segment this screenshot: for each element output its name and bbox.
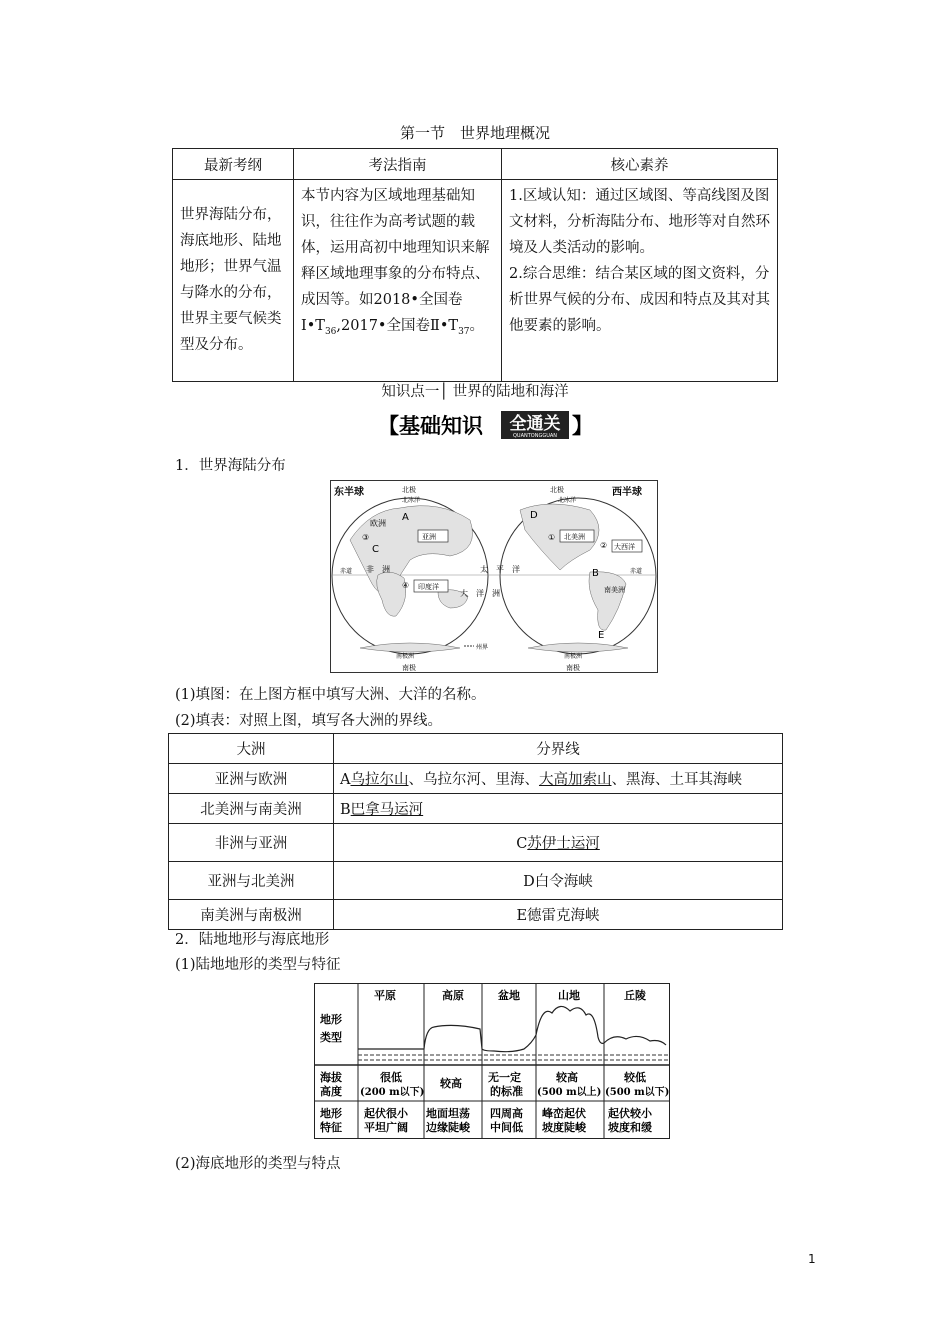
europe-label: 欧洲 bbox=[370, 519, 386, 528]
equator-label-east: 赤道 bbox=[340, 568, 353, 575]
north-america-box-label: 北美洲 bbox=[564, 533, 585, 541]
section-title: 第一节 世界地理概况 bbox=[399, 124, 550, 142]
legend-border-label: 州界 bbox=[476, 644, 489, 651]
boundary-cell: E德雷克海峡 bbox=[334, 900, 783, 930]
type-plain: 平原 bbox=[374, 989, 396, 1002]
heading-land-landforms: (1)陆地地形的类型与特征 bbox=[175, 957, 341, 973]
arctic-ocean-label-west: 北冰洋 bbox=[558, 497, 577, 504]
banner-pinyin: QUANTONGGUAN bbox=[512, 433, 558, 439]
elev-plateau: 较高 bbox=[440, 1077, 462, 1090]
africa-label: 非 洲 bbox=[366, 565, 390, 574]
elev-hill-1: 较低 bbox=[624, 1071, 646, 1084]
boundary-cell: B巴拿马运河 bbox=[334, 794, 783, 824]
table-row: 非洲与亚洲 bbox=[169, 824, 334, 862]
atlantic-box-label: 大西洋 bbox=[614, 543, 635, 551]
table-row: 南美洲与南极洲 bbox=[169, 900, 334, 930]
pacific-label: 太 平 洋 bbox=[480, 565, 520, 574]
heading-seafloor-landforms: (2)海底地形的类型与特点 bbox=[175, 1156, 341, 1172]
feat-plateau-1: 地面坦荡 bbox=[426, 1107, 470, 1120]
feat-plain-2: 平坦广阔 bbox=[364, 1121, 408, 1134]
page-number: 1 bbox=[808, 1252, 816, 1266]
header-col-outline: 最新考纲 bbox=[173, 149, 294, 180]
basic-knowledge-banner bbox=[378, 410, 594, 440]
antarctica-label-west: 南极洲 bbox=[564, 653, 583, 660]
feat-basin-1: 四周高 bbox=[490, 1107, 523, 1120]
feat-basin-2: 中间低 bbox=[490, 1121, 523, 1134]
elev-plain-2: (200 m以下) bbox=[360, 1087, 425, 1098]
circled-1: ① bbox=[548, 533, 556, 542]
boundary-cell: A乌拉尔山、乌拉尔河、里海、大高加索山、黑海、土耳其海峡 bbox=[334, 764, 783, 794]
elev-plain-1: 很低 bbox=[380, 1071, 402, 1084]
banner-text: 【基础知识 bbox=[378, 414, 483, 438]
west-hemisphere-label: 西半球 bbox=[612, 487, 642, 498]
type-plateau: 高原 bbox=[442, 989, 464, 1002]
table-row: 北美洲与南美洲 bbox=[169, 794, 334, 824]
letter-c: C bbox=[372, 544, 379, 555]
header-col-literacy: 核心素养 bbox=[502, 149, 778, 180]
heading-landforms: 2．陆地地形与海底地形 bbox=[175, 932, 330, 948]
south-pole-west: 南极 bbox=[566, 664, 580, 672]
outline-cell: 世界海陆分布，海底地形、陆地地形；世界气温与降水的分布，世界主要气候类型及分布。 bbox=[173, 180, 294, 382]
elev-hill-2: (500 m以下) bbox=[605, 1087, 670, 1098]
feat-plain-1: 起伏很小 bbox=[364, 1107, 408, 1120]
label-altitude: 海拔 bbox=[320, 1071, 342, 1084]
boundary-header-line: 分界线 bbox=[334, 734, 783, 764]
letter-e: E bbox=[598, 630, 605, 641]
north-pole-east: 北极 bbox=[402, 486, 416, 494]
label-type: 类型 bbox=[320, 1031, 342, 1044]
label-landform: 地形 bbox=[320, 1013, 342, 1026]
feat-mountain-2: 坡度陡峻 bbox=[542, 1121, 586, 1134]
elev-basin-2: 的标准 bbox=[490, 1085, 523, 1098]
type-basin: 盆地 bbox=[498, 989, 520, 1002]
label-height: 高度 bbox=[320, 1085, 342, 1098]
letter-b: B bbox=[592, 568, 599, 579]
asia-box-label: 亚洲 bbox=[422, 533, 436, 541]
feat-hill-2: 坡度和缓 bbox=[608, 1121, 652, 1134]
arctic-ocean-label: 北冰洋 bbox=[402, 497, 421, 504]
header-col-guide: 考法指南 bbox=[294, 149, 502, 180]
header-table bbox=[172, 148, 778, 382]
elev-basin-1: 无一定 bbox=[488, 1071, 521, 1084]
letter-d: D bbox=[530, 510, 538, 521]
type-hill: 丘陵 bbox=[624, 989, 646, 1002]
east-hemisphere-label: 东半球 bbox=[334, 487, 364, 498]
south-america-label: 南美洲 bbox=[604, 586, 625, 594]
feat-plateau-2: 边缘陡峻 bbox=[426, 1121, 470, 1134]
circled-4: ④ bbox=[402, 581, 410, 590]
table-row: 亚洲与欧洲 bbox=[169, 764, 334, 794]
north-pole-west: 北极 bbox=[550, 486, 564, 494]
elev-mountain-2: (500 m以上) bbox=[537, 1087, 602, 1098]
boundary-header-continent: 大洲 bbox=[169, 734, 334, 764]
indian-ocean-box-label: 印度洋 bbox=[418, 583, 439, 591]
south-pole-east: 南极 bbox=[402, 664, 416, 672]
elev-mountain-1: 较高 bbox=[556, 1071, 578, 1084]
question-fill-map: (1)填图：在上图方框中填写大洲、大洋的名称。 bbox=[175, 687, 486, 703]
label-feature: 特征 bbox=[320, 1121, 342, 1134]
literacy-cell: 1.区域认知：通过区域图、等高线图及图文材料，分析海陆分布、地形等对自然环境及人类活动的影响。 2.综合思维：结合某区域的图文资料，分析世界气候的分布、成因和特点及其对其他要素的影响。 bbox=[502, 180, 778, 382]
type-mountain: 山地 bbox=[558, 989, 580, 1002]
guide-cell: 本节内容为区域地理基础知识，往往作为高考试题的载体，运用高初中地理知识来解释区域地理事象的分布特点、成因等。如2018•全国卷$Ⅰ•T_{36},2017•$全国卷$Ⅱ•T_{37}$。 bbox=[294, 180, 502, 382]
table-row: 亚洲与北美洲 bbox=[169, 862, 334, 900]
equator-label-west: 赤道 bbox=[630, 568, 643, 575]
feat-hill-1: 起伏较小 bbox=[608, 1107, 652, 1120]
boundary-cell: D白令海峡 bbox=[334, 862, 783, 900]
boundary-cell: C苏伊士运河 bbox=[334, 824, 783, 862]
circled-2: ② bbox=[600, 541, 608, 550]
banner-close: 】 bbox=[572, 414, 593, 438]
oceania-label: 大 洋 洲 bbox=[460, 589, 500, 598]
question-fill-table: (2)填表：对照上图，填写各大洲的界线。 bbox=[175, 713, 443, 729]
knowledge-point-label: 知识点一│ 世界的陆地和海洋 bbox=[381, 384, 569, 400]
banner-highlight: 全通关 bbox=[509, 414, 561, 434]
landform-figure bbox=[314, 983, 670, 1139]
heading-land-ocean: 1．世界海陆分布 bbox=[175, 458, 286, 474]
label-terrain: 地形 bbox=[320, 1107, 342, 1120]
feat-mountain-1: 峰峦起伏 bbox=[542, 1107, 586, 1120]
circled-3: ③ bbox=[362, 533, 370, 542]
world-map-figure bbox=[330, 480, 658, 673]
letter-a: A bbox=[402, 512, 409, 523]
continent-boundary-table bbox=[168, 733, 783, 930]
antarctica-label-east: 南极洲 bbox=[396, 653, 415, 660]
